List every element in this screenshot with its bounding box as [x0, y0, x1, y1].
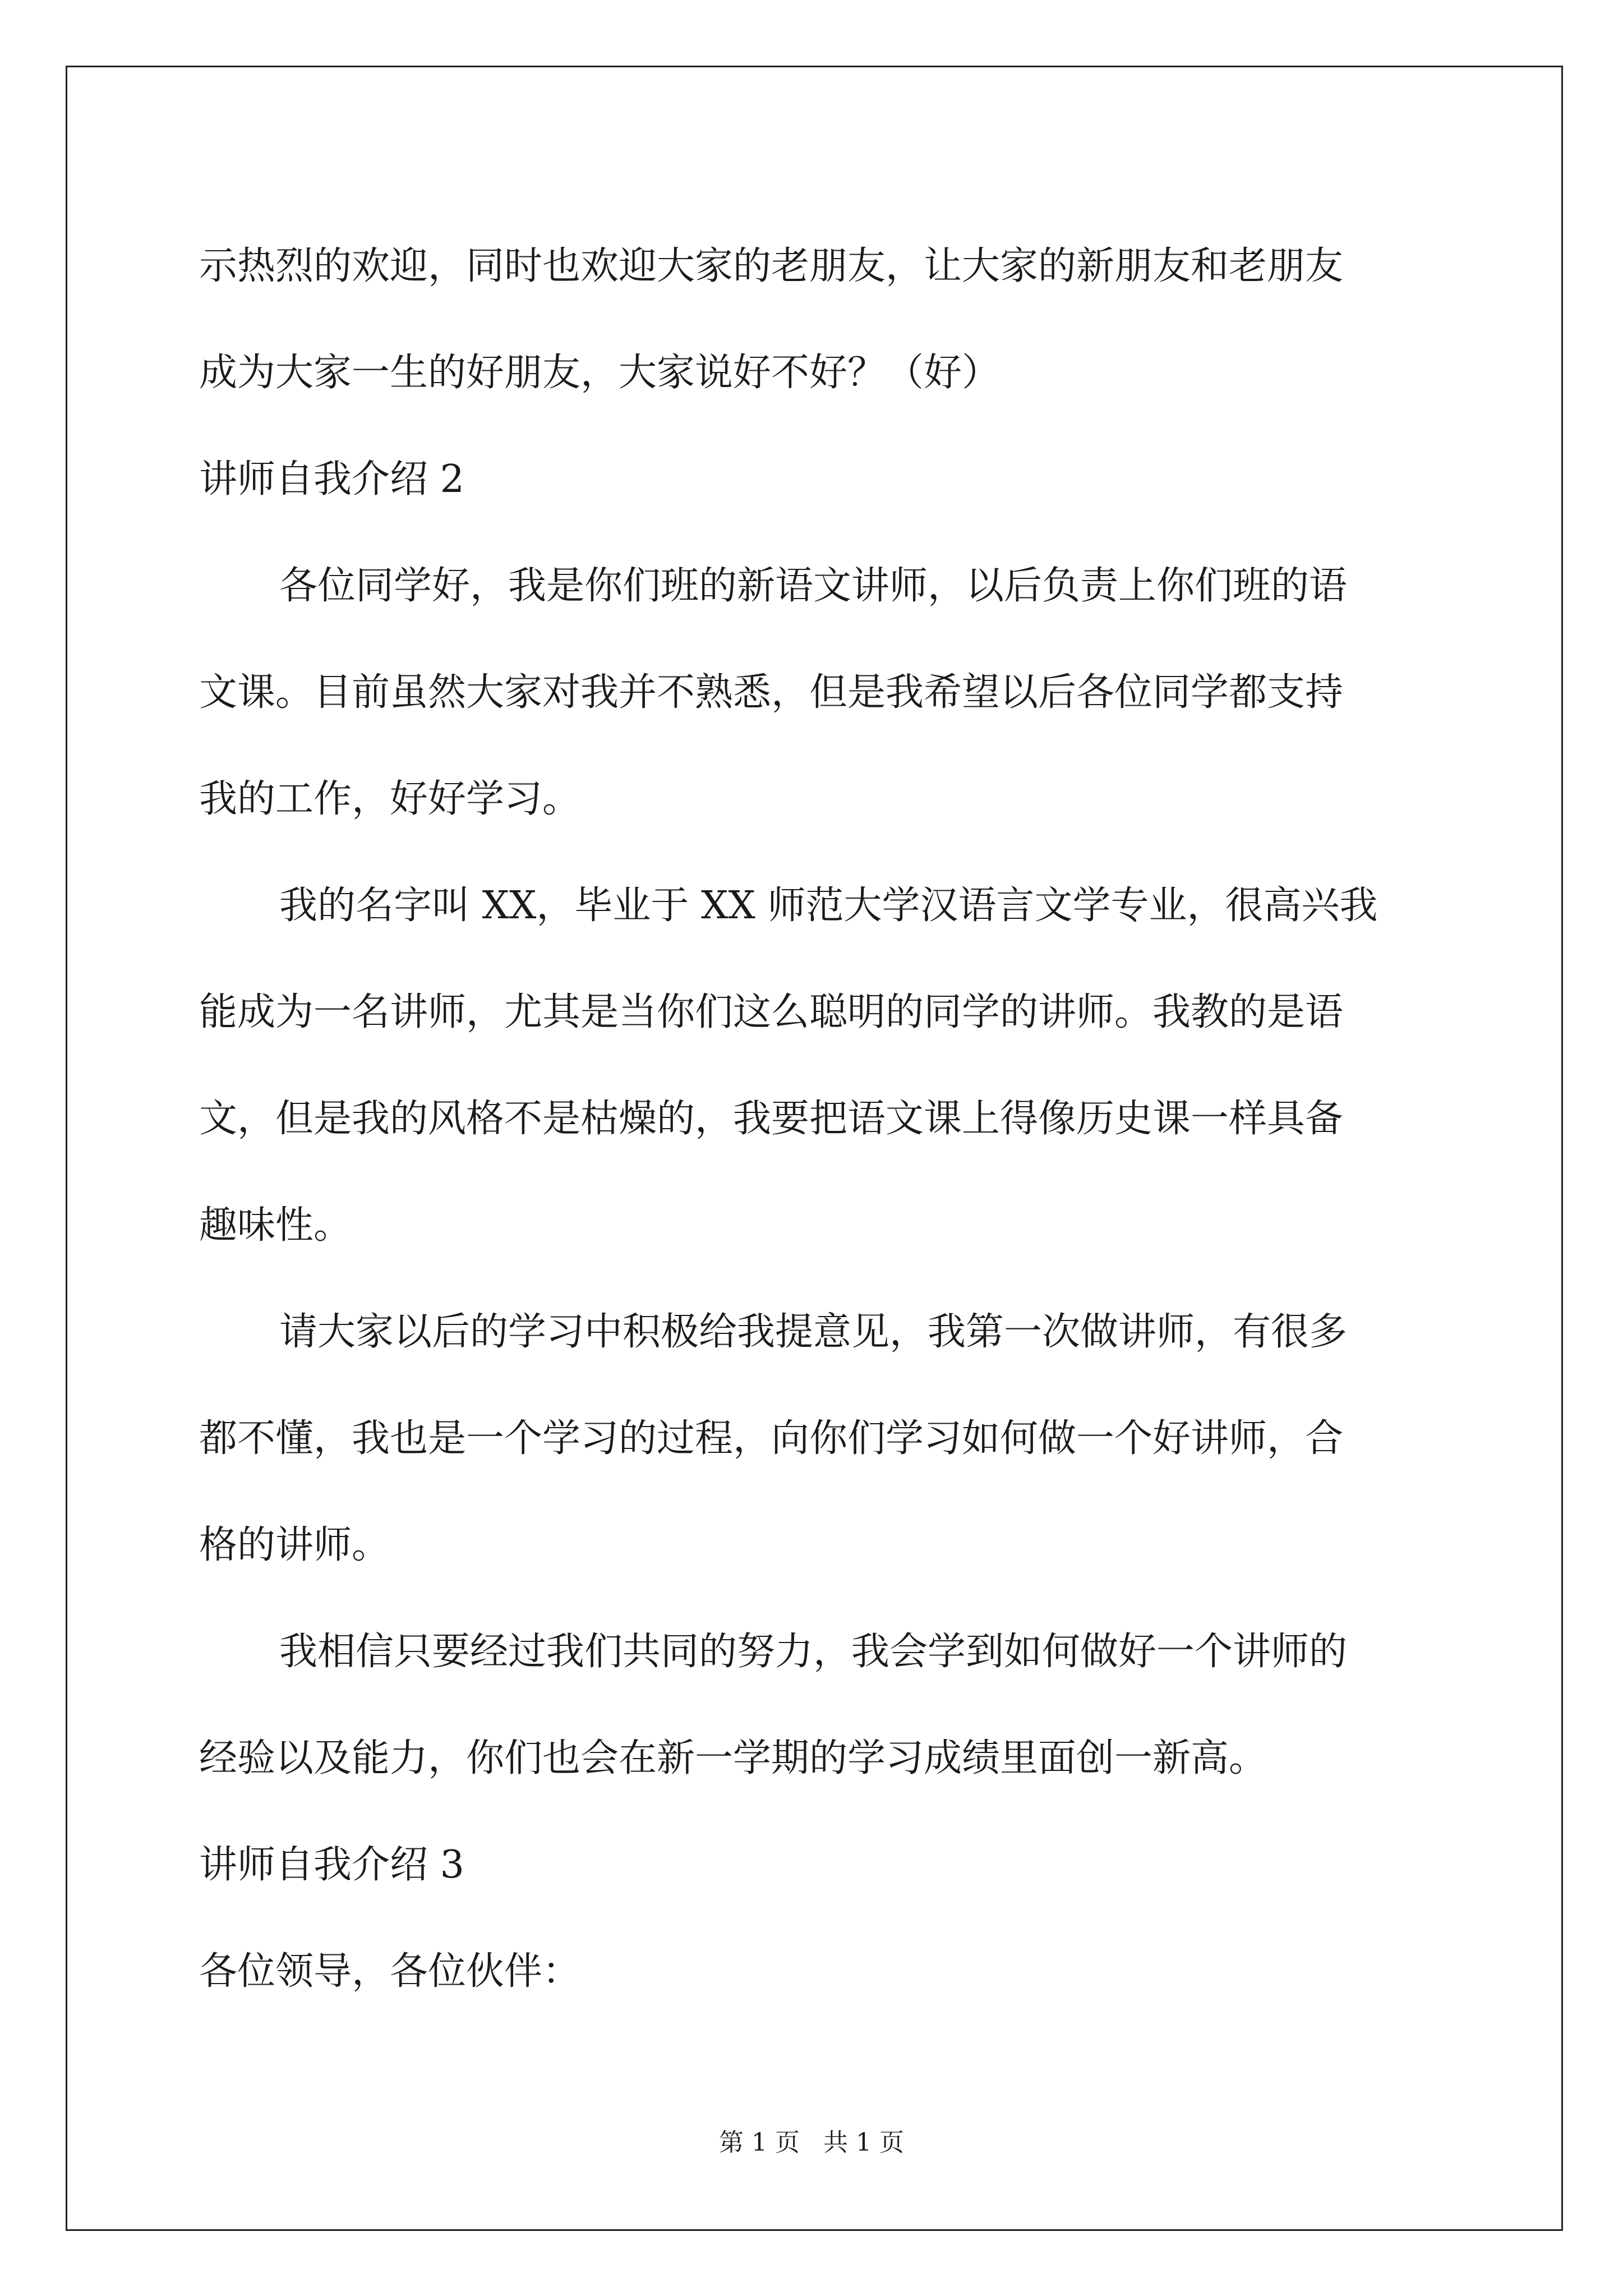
paragraph-first-line: 请大家以后的学习中积极给我提意见，我第一次做讲师，有很多 — [279, 1310, 1348, 1354]
document-body — [199, 213, 1433, 2025]
section-heading: 讲师自我介绍 3 — [199, 1843, 464, 1887]
text-line: 成为大家一生的好朋友，大家说好不好？（好） — [199, 351, 1000, 395]
text-line: 都不懂，我也是一个学习的过程，向你们学习如何做一个好讲师，合 — [199, 1416, 1344, 1461]
paragraph-first-line: 我相信只要经过我们共同的努力，我会学到如何做好一个讲师的 — [279, 1630, 1348, 1674]
paragraph-first-line: 各位同学好，我是你们班的新语文讲师，以后负责上你们班的语 — [279, 564, 1348, 608]
section-heading: 讲师自我介绍 2 — [199, 457, 464, 501]
text-line: 文，但是我的风格不是枯燥的，我要把语文课上得像历史课一样具备 — [199, 1097, 1344, 1141]
text-line: 趣味性。 — [199, 1203, 352, 1248]
text-line: 文课。目前虽然大家对我并不熟悉，但是我希望以后各位同学都支持 — [199, 670, 1344, 715]
paragraph-first-line: 我的名字叫 XX，毕业于 XX 师范大学汉语言文学专业，很高兴我 — [279, 884, 1378, 928]
text-line: 示热烈的欢迎，同时也欢迎大家的老朋友，让大家的新朋友和老朋友 — [199, 244, 1344, 288]
text-line: 能成为一名讲师，尤其是当你们这么聪明的同学的讲师。我教的是语 — [199, 990, 1344, 1034]
text-line: 我的工作，好好学习。 — [199, 777, 581, 821]
text-line: 各位领导，各位伙伴： — [199, 1949, 581, 1994]
text-line: 格的讲师。 — [199, 1523, 390, 1567]
text-line: 经验以及能力，你们也会在新一学期的学习成绩里面创一新高。 — [199, 1736, 1267, 1780]
page-footer: 第 1 页 共 1 页 — [719, 2128, 904, 2157]
